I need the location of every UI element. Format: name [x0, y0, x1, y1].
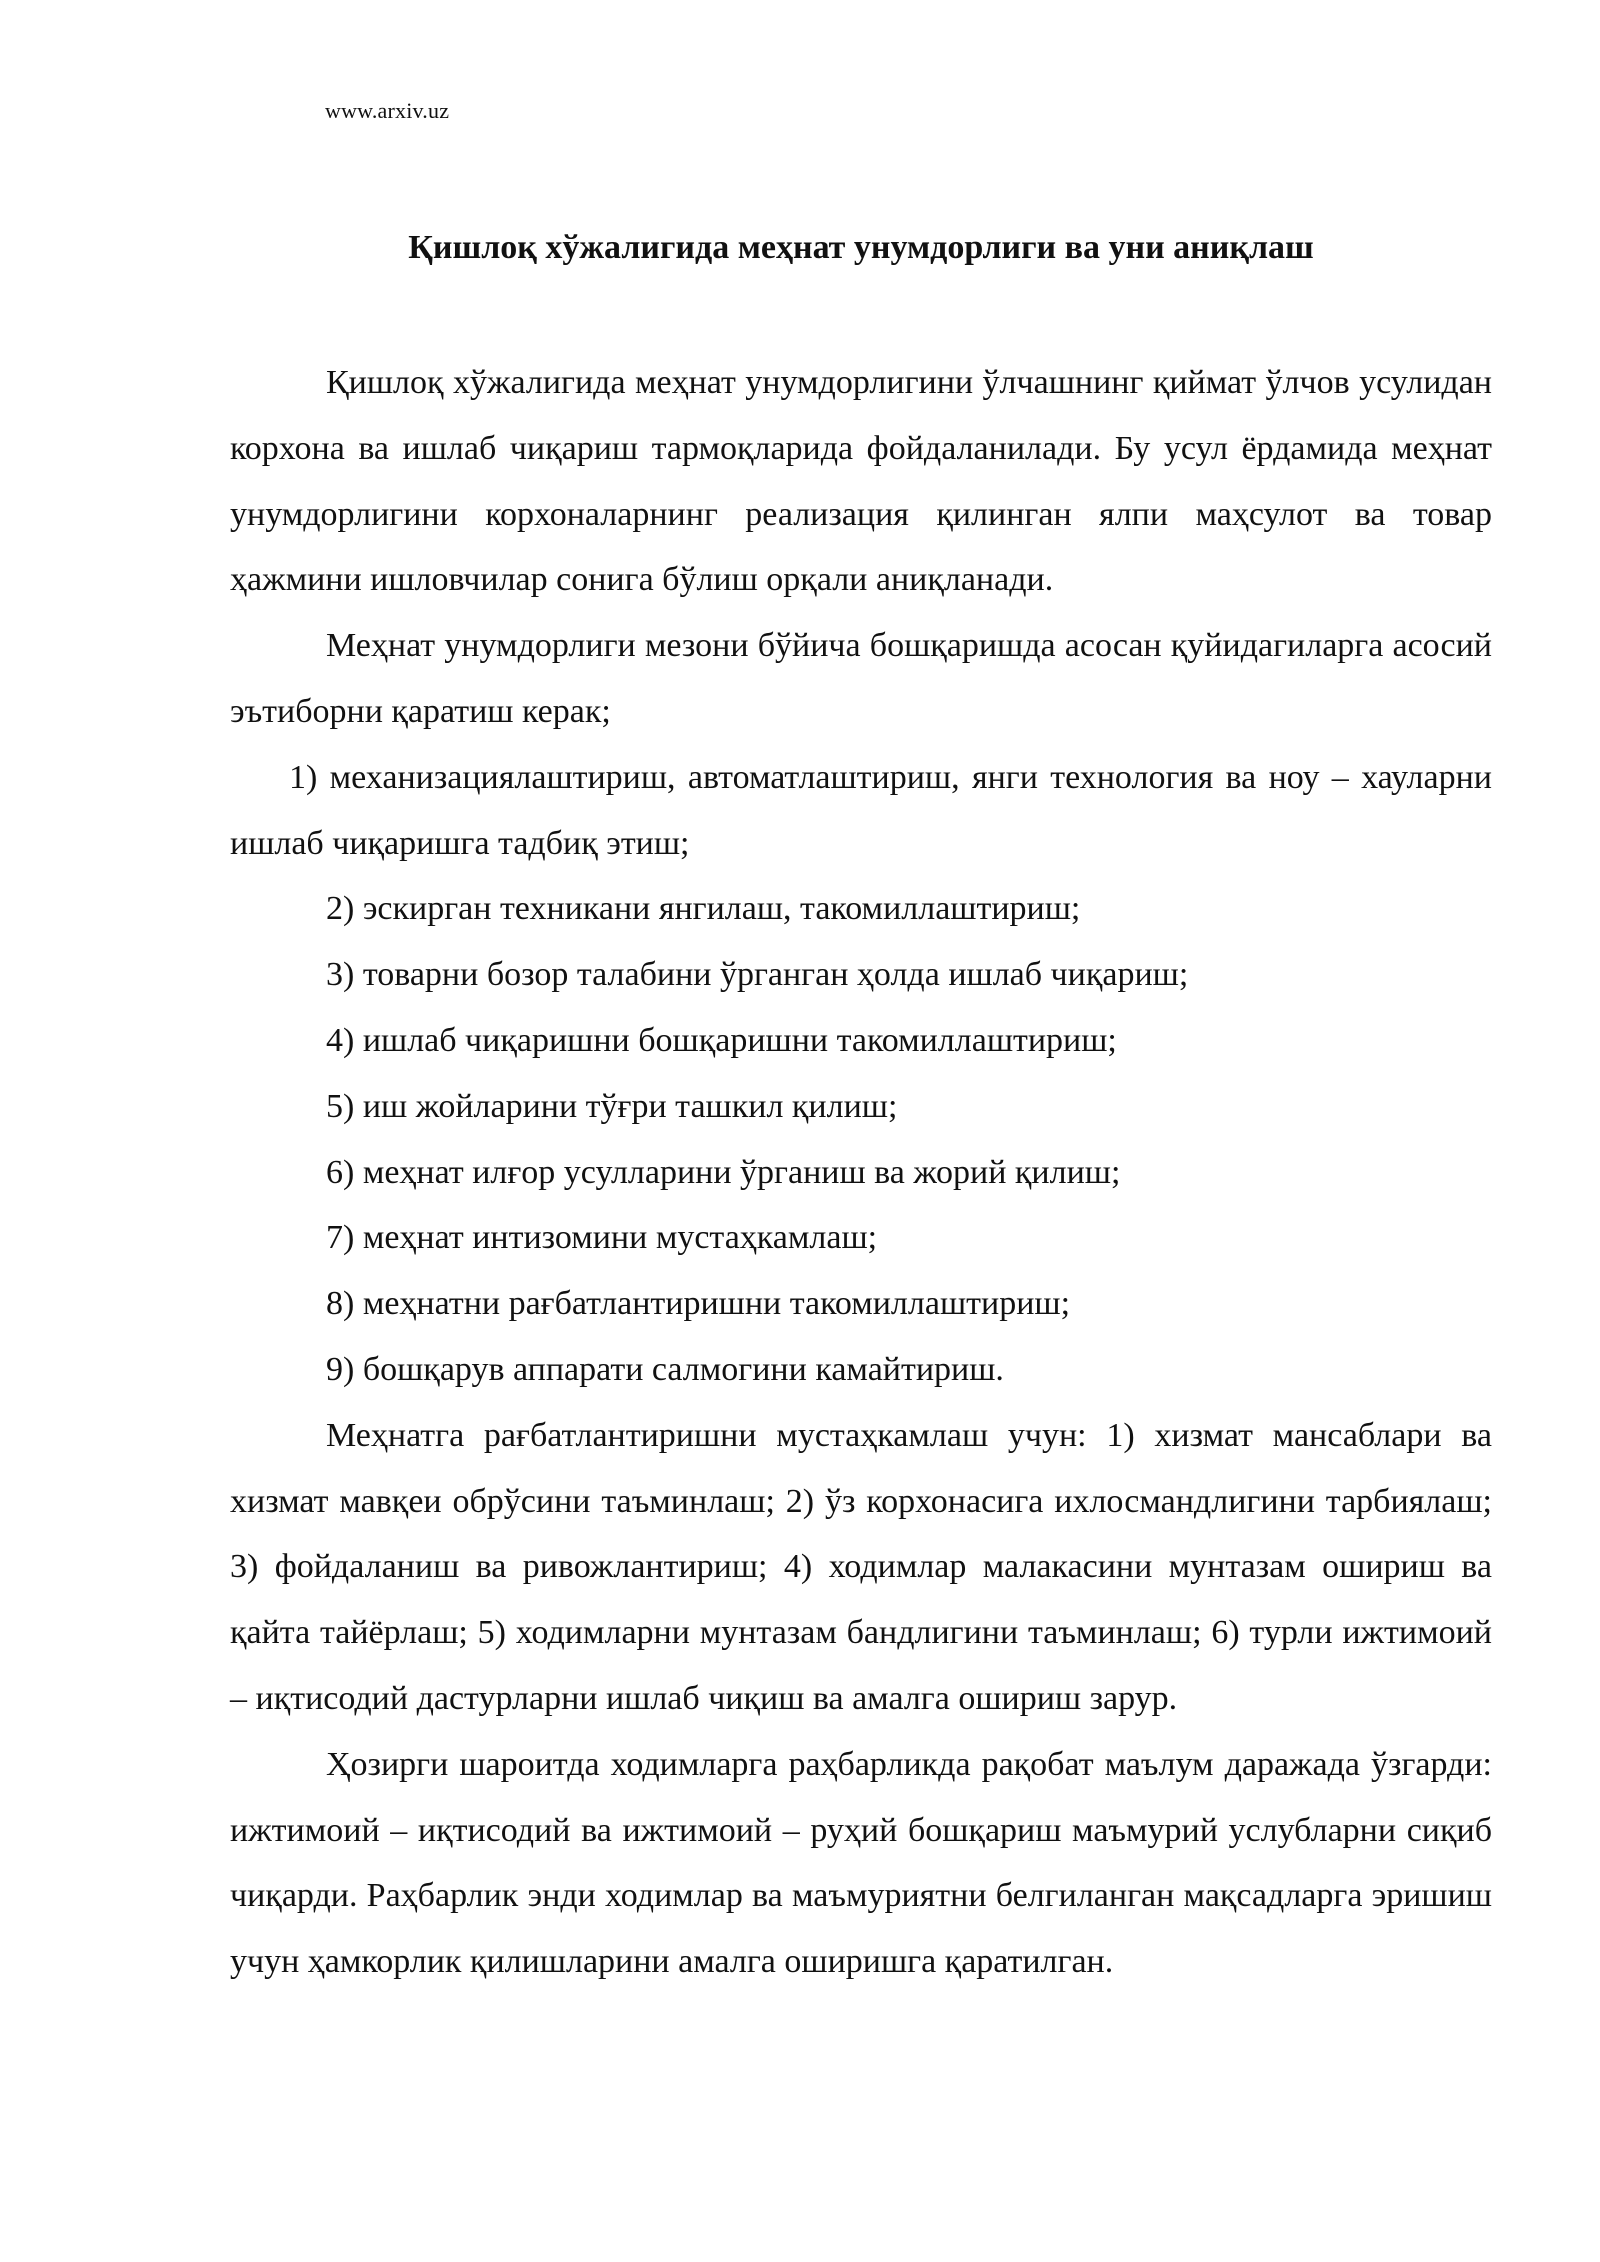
- document-title: Қишлоқ хўжалигида меҳнат унумдорлиги ва уни аниқлаш: [408, 229, 1314, 266]
- list-item-8: 8) меҳнатни рағбатлантиришни такомиллаштириш;: [326, 1285, 1071, 1323]
- list-item-3: 3) товарни бозор талабини ўрганган ҳолда ишлаб чиқариш;: [326, 956, 1189, 994]
- paragraph-2: Меҳнат унумдорлиги мезони бўйича бошқаришда асосан қуйидагиларга асосий эътиборни қаратиш керак;: [230, 627, 1492, 730]
- list-item-4: 4) ишлаб чиқаришни бошқаришни такомиллаштириш;: [326, 1021, 1117, 1059]
- paragraph-3: Меҳнатга рағбатлантиришни мустаҳкамлаш учун: 1) хизмат мансаблари ва хизмат мавқеи обрўсини таъминлаш; 2) ўз корхонасига ихлосмандлигини тарбиялаш; 3) фойдаланиш ва ривожлантириш; 4) ходимлар малакасини мунтазам ошириш ва қайта тайёрлаш; 5) ходимларни мунтазам бандлигини таъминлаш; 6) турли ижтимоий – иқтисодий дастурларни ишлаб чиқиш ва амалга ошириш зарур.: [230, 1416, 1492, 1717]
- list-item-9: 9) бошқарув аппарати салмогини камайтириш.: [326, 1350, 1004, 1388]
- list-item-1: 1) механизациялаштириш, автоматлаштириш, янги технология ва ноу – хауларни ишлаб чиқаришга тадбиқ этиш;: [230, 758, 1492, 862]
- list-item-6: 6) меҳнат илғор усулларини ўрганиш ва жорий қилиш;: [326, 1153, 1121, 1191]
- list-item-7: 7) меҳнат интизомини мустаҳкамлаш;: [326, 1219, 878, 1257]
- document-body: [230, 350, 1492, 1995]
- list-item-2: 2) эскирган техникани янгилаш, такомиллаштириш;: [326, 890, 1081, 928]
- list-item-5: 5) иш жойларини тўғри ташкил қилиш;: [326, 1087, 898, 1125]
- site-url: www.arxiv.uz: [325, 98, 450, 123]
- paragraph-4: Ҳозирги шароитда ходимларга раҳбарликда рақобат маълум даражада ўзгарди: ижтимоий – иқтисодий ва ижтимоий – руҳий бошқариш маъмурий услубларни сиқиб чиқарди. Раҳбарлик энди ходимлар ва маъмуриятни белгиланган мақсадларга эришиш учун ҳамкорлик қилишларини амалга оширишга қаратилган.: [230, 1745, 1492, 1981]
- paragraph-1: Қишлоқ хўжалигида меҳнат унумдорлигини ўлчашнинг қиймат ўлчов усулидан корхона ва ишлаб чиқариш тармоқларида фойдаланилади. Бу усул ёрдамида меҳнат унумдорлигини корхоналарнинг реализация қилинган ялпи маҳсулот ва товар ҳажмини ишловчилар сонига бўлиш орқали аниқланади.: [230, 364, 1492, 599]
